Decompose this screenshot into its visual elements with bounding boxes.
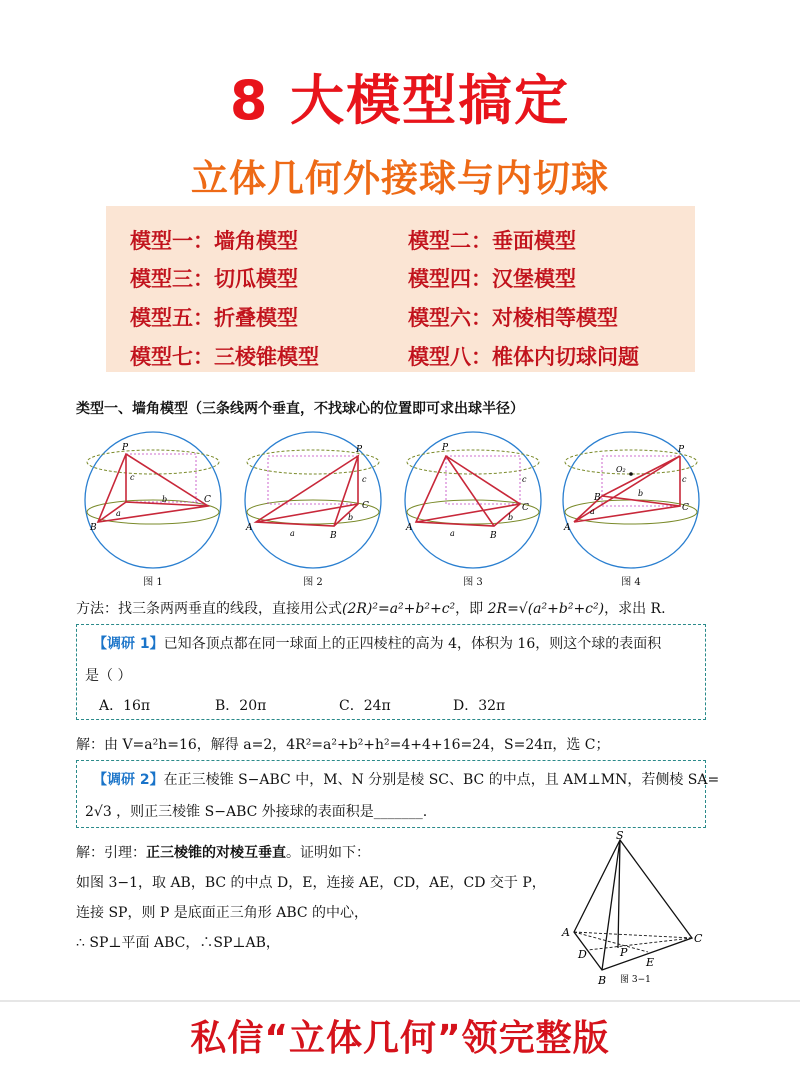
model-6: 模型六：对棱相等模型 bbox=[408, 306, 618, 330]
fig31-label-A: A bbox=[562, 926, 570, 939]
option-b: B．20π bbox=[215, 698, 267, 714]
problem-1-line-1 bbox=[93, 633, 661, 653]
solution-2-lemma: 正三棱锥的对棱互垂直 bbox=[146, 845, 286, 861]
figure-label-b: b bbox=[508, 513, 514, 522]
problem-2-box bbox=[76, 760, 720, 828]
figure-label-c: c bbox=[682, 475, 687, 484]
figure-4 bbox=[556, 430, 706, 588]
figure-1 bbox=[78, 430, 228, 588]
figure-label-c: c bbox=[522, 475, 527, 484]
method-formula-2: 2R=√(a²+b²+c²) bbox=[487, 601, 605, 617]
option-c: C．24π bbox=[339, 698, 391, 714]
option-d: D．32π bbox=[453, 698, 506, 714]
solution-2-suffix: 。证明如下： bbox=[286, 845, 370, 861]
solution-2-line-2: 如图 3−1，取 AB，BC 的中点 D，E，连接 AE，CD，AE，CD 交于 P， bbox=[76, 875, 546, 891]
figure-3-1 bbox=[556, 830, 716, 995]
model-3: 模型三：切瓜模型 bbox=[130, 267, 298, 291]
figure-label-P: P bbox=[122, 443, 129, 453]
figure-label-B: B bbox=[490, 531, 497, 541]
figure-label-a: a bbox=[590, 507, 595, 516]
fig31-label-B: B bbox=[598, 974, 607, 987]
figure-label-O2: O₂ bbox=[616, 465, 626, 474]
figure-label-P: P bbox=[442, 443, 449, 453]
figure-label-c: c bbox=[362, 475, 367, 484]
figure-label-A: A bbox=[406, 523, 413, 533]
method-suffix: ，求出 R. bbox=[604, 601, 666, 617]
fig31-label-C: C bbox=[694, 932, 703, 945]
figure-label-P: P bbox=[356, 445, 363, 455]
solution-2-line-1 bbox=[76, 842, 370, 862]
problem-1-text-2: 是（ ） bbox=[85, 668, 132, 684]
problem-1-box bbox=[76, 624, 706, 720]
figure-label-B: B bbox=[90, 523, 97, 533]
model-1: 模型一：墙角模型 bbox=[130, 229, 298, 253]
model-7: 模型七：三棱锥模型 bbox=[130, 345, 319, 369]
figure-label-c: c bbox=[130, 473, 135, 482]
figure-3 bbox=[398, 430, 548, 588]
figure-label-B: B bbox=[594, 493, 601, 503]
method-prefix: 方法：找三条两两垂直的线段，直接用公式 bbox=[76, 601, 342, 617]
solution-2-prefix: 解：引理： bbox=[76, 845, 146, 861]
footer-banner: 私信“立体几何”领完整版 bbox=[190, 1018, 610, 1059]
model-5: 模型五：折叠模型 bbox=[130, 306, 298, 330]
figure-3-caption: 图 3 bbox=[463, 577, 483, 588]
method-line bbox=[76, 598, 666, 618]
method-formula: (2R)²=a²+b²+c² bbox=[342, 601, 456, 617]
fig31-label-P: P bbox=[620, 946, 628, 959]
solution-1: 解：由 V=a²h=16，解得 a=2，4R²=a²+b²+h²=4+4+16=24，S=24π，选 C； bbox=[76, 737, 610, 753]
figure-label-A: A bbox=[246, 523, 253, 533]
figure-label-a: a bbox=[116, 509, 121, 518]
figure-label-C: C bbox=[682, 503, 689, 513]
figure-2-caption: 图 2 bbox=[303, 577, 323, 588]
figure-label-C: C bbox=[204, 495, 211, 505]
figure-label-a: a bbox=[290, 529, 295, 538]
footer-divider bbox=[0, 1000, 800, 1002]
figure-label-b: b bbox=[638, 489, 644, 498]
figure-1-caption: 图 1 bbox=[143, 577, 163, 588]
fig31-label-D: D bbox=[578, 948, 587, 961]
section-title: 类型一、墙角模型（三条线两个垂直，不找球心的位置即可求出球半径） bbox=[76, 401, 524, 417]
problem-2-text-1: 在正三棱锥 S−ABC 中，M、N 分别是棱 SC、BC 的中点，且 AM⊥MN，若侧棱 SA= bbox=[163, 772, 720, 788]
solution-2-line-4: ∴ SP⊥平面 ABC，∴SP⊥AB， bbox=[76, 935, 280, 951]
figure-label-B: B bbox=[330, 531, 337, 541]
problem-1-text-1: 已知各顶点都在同一球面上的正四棱柱的高为 4，体积为 16，则这个球的表面积 bbox=[163, 636, 662, 652]
fig31-label-S: S bbox=[616, 830, 624, 842]
fig31-label-E: E bbox=[646, 956, 655, 969]
fig31-caption: 图 3−1 bbox=[620, 975, 651, 985]
page-title: 8 大模型搞定 bbox=[229, 69, 571, 132]
figure-label-b: b bbox=[162, 495, 168, 504]
method-middle: ，即 bbox=[455, 601, 488, 617]
figure-label-b: b bbox=[348, 513, 354, 522]
models-panel bbox=[106, 206, 695, 372]
figure-label-P: P bbox=[678, 445, 685, 455]
problem-2-line-1 bbox=[93, 769, 719, 789]
figures-row bbox=[78, 430, 726, 590]
problem-2-tag: 【调研 2】 bbox=[93, 772, 164, 788]
figure-label-C: C bbox=[522, 503, 529, 513]
solution-2-line-3: 连接 SP，则 P 是底面正三角形 ABC 的中心， bbox=[76, 905, 369, 921]
figure-label-C: C bbox=[362, 501, 369, 511]
problem-2-text-2: 2√3 ，则正三棱锥 S−ABC 外接球的表面积是_______. bbox=[85, 804, 428, 820]
page-subtitle: 立体几何外接球与内切球 bbox=[191, 157, 609, 200]
model-8: 模型八：椎体内切球问题 bbox=[408, 345, 639, 369]
figure-label-a: a bbox=[450, 529, 455, 538]
figure-2 bbox=[238, 430, 388, 588]
model-4: 模型四：汉堡模型 bbox=[408, 267, 576, 291]
figure-label-A: A bbox=[564, 523, 571, 533]
problem-1-tag: 【调研 1】 bbox=[93, 636, 164, 652]
option-a: A．16π bbox=[99, 698, 151, 714]
figure-4-caption: 图 4 bbox=[621, 577, 641, 588]
model-2: 模型二：垂面模型 bbox=[408, 229, 576, 253]
